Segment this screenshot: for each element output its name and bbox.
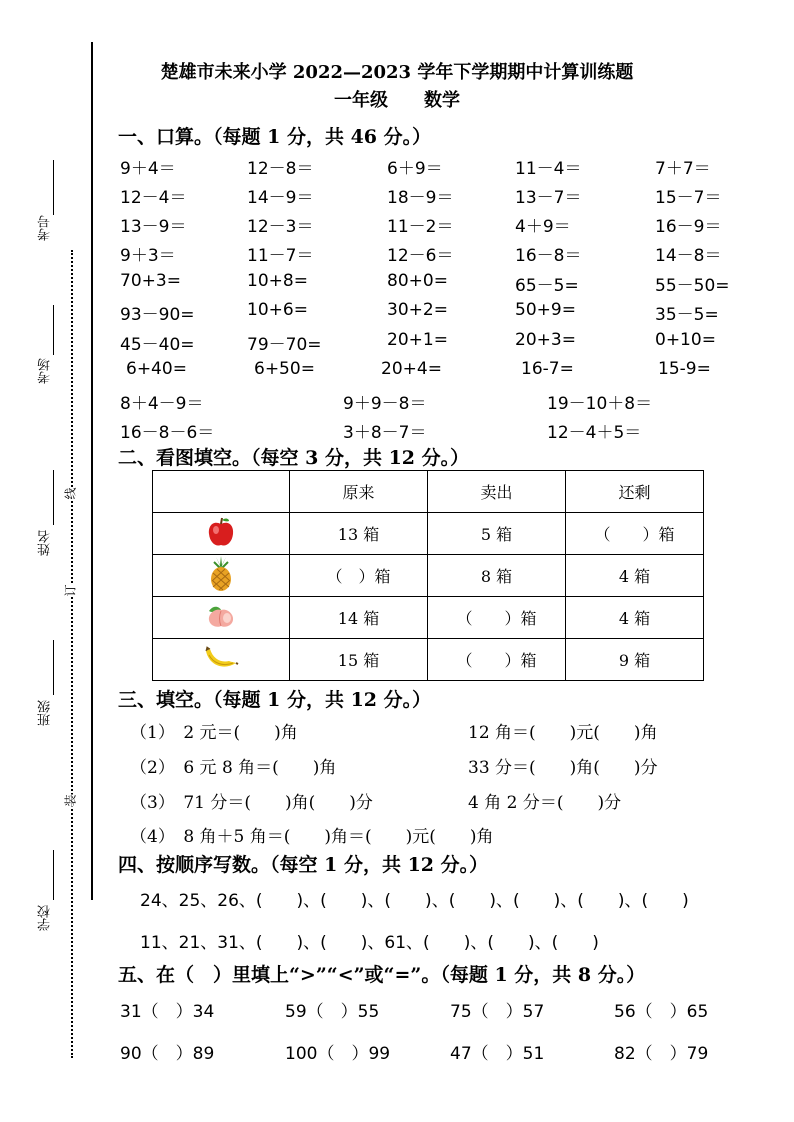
mixed-calc-item[interactable]: 3＋8－7＝ — [343, 423, 427, 443]
oral-calc-item[interactable]: 0+10= — [655, 330, 716, 350]
table-header-remaining: 还剩 — [566, 471, 704, 513]
orig-cell[interactable]: （ ）箱 — [290, 555, 428, 597]
oral-calc-item[interactable]: 45－40= — [120, 335, 195, 355]
binding-char-order: 订 — [63, 584, 78, 597]
oral-calc-item[interactable]: 93－90= — [120, 305, 195, 325]
peach-icon — [205, 603, 237, 629]
exam-number-label: 考号 — [38, 215, 53, 241]
oral-calc-item[interactable]: 70+3= — [120, 271, 181, 291]
oral-calc-item[interactable]: 14－8＝ — [655, 246, 722, 266]
left-cell: 9 箱 — [566, 639, 704, 681]
oral-calc-item[interactable]: 20+1= — [387, 330, 448, 350]
mixed-calc-item[interactable]: 9＋9－8＝ — [343, 394, 427, 414]
oral-calc-item[interactable]: 18－9＝ — [387, 188, 454, 208]
fruit-cell — [153, 639, 290, 681]
binding-char-bind: 装 — [63, 794, 78, 807]
oral-calc-item[interactable]: 55－50= — [655, 276, 730, 296]
oral-calc-item[interactable]: 16-7= — [521, 359, 574, 379]
left-cell: 4 箱 — [566, 555, 704, 597]
fill-item-1a[interactable]: （1） 2 元＝( )角 — [130, 723, 298, 743]
banana-icon — [203, 645, 239, 671]
table-row — [153, 639, 704, 681]
school-blank[interactable] — [53, 850, 54, 900]
orig-cell: 15 箱 — [290, 639, 428, 681]
orig-cell: 14 箱 — [290, 597, 428, 639]
compare-item[interactable]: 82（ ）79 — [614, 1044, 709, 1064]
section2-heading: 二、看图填空。（每空 3 分，共 12 分。） — [118, 447, 470, 469]
oral-calc-item[interactable]: 6＋9＝ — [387, 159, 443, 179]
oral-calc-item[interactable]: 13－9＝ — [120, 217, 187, 237]
class-label: 班级 — [38, 700, 53, 726]
oral-calc-item[interactable]: 15-9= — [658, 359, 711, 379]
section3-heading: 三、填空。（每题 1 分，共 12 分。） — [118, 689, 432, 711]
sequence-line-1[interactable]: 24、25、26、( )、( )、( )、( )、( )、( )、( ) — [140, 891, 689, 911]
sequence-line-2[interactable]: 11、21、31、( )、( )、61、( )、( )、( ) — [140, 933, 599, 953]
oral-calc-item[interactable]: 11－7＝ — [247, 246, 314, 266]
oral-calc-item[interactable]: 16－9＝ — [655, 217, 722, 237]
page-subtitle: 一年级 数学 — [334, 90, 460, 111]
section1-heading: 一、口算。（每题 1 分，共 46 分。） — [118, 126, 432, 148]
table-row — [153, 597, 704, 639]
oral-calc-item[interactable]: 65－5= — [515, 276, 579, 296]
oral-calc-item[interactable]: 11－2＝ — [387, 217, 454, 237]
fill-item-1b[interactable]: 12 角＝( )元( )角 — [468, 723, 658, 743]
sold-cell: 5 箱 — [428, 513, 566, 555]
mixed-calc-item[interactable]: 16－8－6＝ — [120, 423, 215, 443]
sold-cell[interactable]: （ ）箱 — [428, 597, 566, 639]
sold-cell[interactable]: （ ）箱 — [428, 639, 566, 681]
class-blank[interactable] — [53, 640, 54, 695]
name-label: 姓名 — [38, 530, 53, 556]
oral-calc-item[interactable]: 79－70= — [247, 335, 322, 355]
table-row — [153, 513, 704, 555]
oral-calc-item[interactable]: 13－7＝ — [515, 188, 582, 208]
exam-room-label: 考场 — [38, 358, 53, 384]
compare-item[interactable]: 31（ ）34 — [120, 1002, 215, 1022]
fruit-table — [152, 470, 704, 681]
fruit-cell — [153, 555, 290, 597]
fill-item-3b[interactable]: 4 角 2 分＝( )分 — [468, 793, 622, 813]
exam-room-blank[interactable] — [53, 305, 54, 355]
oral-calc-item[interactable]: 50+9= — [515, 300, 576, 320]
compare-item[interactable]: 59（ ）55 — [285, 1002, 380, 1022]
fill-item-2b[interactable]: 33 分＝( )角( )分 — [468, 758, 658, 778]
oral-calc-item[interactable]: 9＋3＝ — [120, 246, 176, 266]
table-header-original: 原来 — [290, 471, 428, 513]
oral-calc-item[interactable]: 12－4＝ — [120, 188, 187, 208]
oral-calc-item[interactable]: 12－3＝ — [247, 217, 314, 237]
oral-calc-item[interactable]: 12－8＝ — [247, 159, 314, 179]
apple-icon — [207, 516, 235, 548]
fruit-cell — [153, 597, 290, 639]
school-label: 学校 — [38, 905, 53, 931]
orig-cell: 13 箱 — [290, 513, 428, 555]
oral-calc-item[interactable]: 20+3= — [515, 330, 576, 350]
oral-calc-item[interactable]: 80+0= — [387, 271, 448, 291]
page-title: 楚雄市未来小学 2022—2023 学年下学期期中计算训练题 — [160, 62, 634, 83]
fill-item-3a[interactable]: （3） 71 分＝( )角( )分 — [130, 793, 373, 813]
oral-calc-item[interactable]: 6+50= — [254, 359, 315, 379]
oral-calc-item[interactable]: 9＋4＝ — [120, 159, 176, 179]
compare-item[interactable]: 90（ ）89 — [120, 1044, 215, 1064]
mixed-calc-item[interactable]: 12－4＋5＝ — [547, 423, 642, 443]
section5-heading: 五、在（ ）里填上“>”“<”或“=”。（每题 1 分，共 8 分。） — [118, 964, 646, 986]
oral-calc-item[interactable]: 12－6＝ — [387, 246, 454, 266]
exam-number-blank[interactable] — [53, 160, 54, 215]
compare-item[interactable]: 56（ ）65 — [614, 1002, 709, 1022]
section4-heading: 四、按顺序写数。（每空 1 分，共 12 分。） — [118, 854, 489, 876]
oral-calc-item[interactable]: 10+6= — [247, 300, 308, 320]
mixed-calc-item[interactable]: 19－10＋8＝ — [547, 394, 653, 414]
table-header-row — [153, 471, 704, 513]
oral-calc-item[interactable]: 14－9＝ — [247, 188, 314, 208]
left-cell: 4 箱 — [566, 597, 704, 639]
oral-calc-item[interactable]: 6+40= — [126, 359, 187, 379]
oral-calc-item[interactable]: 7＋7＝ — [655, 159, 711, 179]
sold-cell: 8 箱 — [428, 555, 566, 597]
oral-calc-item[interactable]: 11－4＝ — [515, 159, 582, 179]
binding-dotted-line — [71, 250, 73, 1058]
fill-item-2a[interactable]: （2） 6 元 8 角＝( )角 — [130, 758, 337, 778]
oral-calc-item[interactable]: 15－7＝ — [655, 188, 722, 208]
fruit-cell — [153, 513, 290, 555]
oral-calc-item[interactable]: 30+2= — [387, 300, 448, 320]
binding-solid-line — [91, 42, 93, 900]
binding-char-line: 线 — [63, 487, 78, 500]
oral-calc-item[interactable]: 16－8＝ — [515, 246, 582, 266]
oral-calc-item[interactable]: 35－5= — [655, 305, 719, 325]
fill-item-4a[interactable]: （4） 8 角＋5 角＝( )角＝( )元( )角 — [130, 827, 494, 847]
table-header-sold: 卖出 — [428, 471, 566, 513]
mixed-calc-item[interactable]: 8＋4－9＝ — [120, 394, 204, 414]
compare-item[interactable]: 75（ ）57 — [450, 1002, 545, 1022]
pineapple-icon — [206, 556, 236, 592]
table-row — [153, 555, 704, 597]
oral-calc-item[interactable]: 4＋9＝ — [515, 217, 571, 237]
oral-calc-item[interactable]: 10+8= — [247, 271, 308, 291]
oral-calc-item[interactable]: 20+4= — [381, 359, 442, 379]
compare-item[interactable]: 47（ ）51 — [450, 1044, 545, 1064]
table-header-empty — [153, 471, 290, 513]
left-cell[interactable]: （ ）箱 — [566, 513, 704, 555]
compare-item[interactable]: 100（ ）99 — [285, 1044, 391, 1064]
name-blank[interactable] — [53, 470, 54, 525]
